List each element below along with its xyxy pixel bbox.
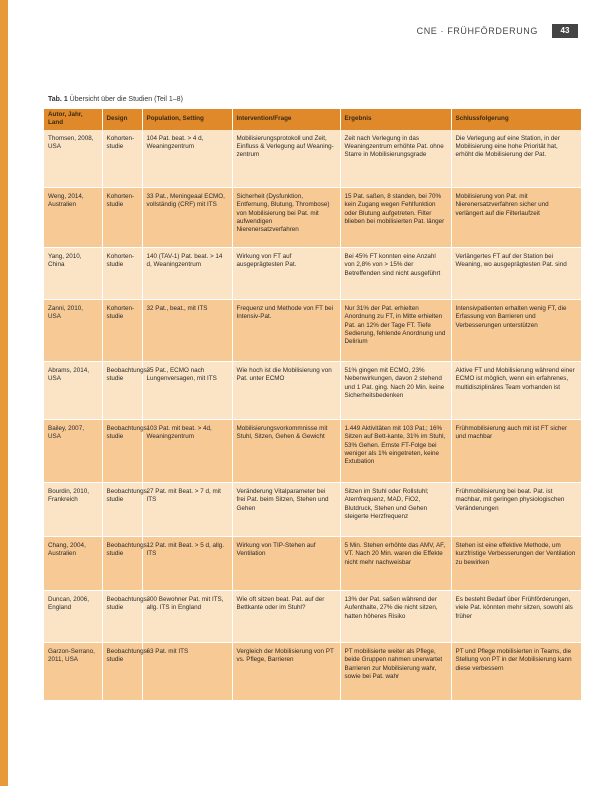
table-cell: Wirkung von TIP-Stehen auf Ventilation <box>232 537 340 591</box>
table-cell: 104 Pat. beat. > 4 d, Weaningzentrum <box>142 130 232 188</box>
table-cell: 63 Pat. mit ITS <box>142 643 232 701</box>
table-cell: 103 Pat. mit beat. > 4d, Weaningzentrum <box>142 420 232 483</box>
table-cell: Weng, 2014, Australien <box>44 188 102 248</box>
table-cell: Kohorten-studie <box>102 188 142 248</box>
table-row <box>44 537 581 591</box>
table-cell: 15 Pat. saßen, 8 standen, bei 70% kein Zugang wegen Fehlfunktion oder Blutung aufgetreten. Filter blieben bei mobilisierten Pat. länger <box>340 188 451 248</box>
table-cell: 33 Pat., Meningeaal ECMO, vollständig (CRF) mit ITS <box>142 188 232 248</box>
table-cell: Wirkung von FT auf ausgeprägtesten Pat. <box>232 248 340 300</box>
table-cell: Stehen ist eine effektive Methode, um kurzfristige Verbesserungen der Ventilation zu bewirken <box>451 537 581 591</box>
running-title: CNE · FRÜHFÖRDERUNG <box>416 26 538 36</box>
table-cell: Frühmobilisierung auch mit ist FT sicher und machbar <box>451 420 581 483</box>
table-cell: Kohorten-studie <box>102 130 142 188</box>
table-cell: Beobachtungs-studie <box>102 537 142 591</box>
table-cell: Thomsen, 2008, USA <box>44 130 102 188</box>
table-cell: Duncan, 2006, England <box>44 591 102 643</box>
table-row <box>44 591 581 643</box>
table-cell: 5 Min. Stehen erhöhte das AMV, AF, VT. Nach 20 Min. waren die Effekte nicht mehr nachweisbar <box>340 537 451 591</box>
table-cell: Mobilisierung von Pat. mit Nierenersatzverfahren sicher und verlängert auf die Filterlaufzeit <box>451 188 581 248</box>
table-cell: 32 Pat., beat., mit ITS <box>142 300 232 362</box>
table-cell: Es besteht Bedarf über Frühförderungen, viele Pat. könnten mehr sitzen, sowohl als früher <box>451 591 581 643</box>
table-row <box>44 362 581 420</box>
table-cell: Die Verlegung auf eine Station, in der Mobilisierung eine hohe Priorität hat, erhöht die Mobilisierung der Pat. <box>451 130 581 188</box>
table-cell: Zanni, 2010, USA <box>44 300 102 362</box>
studies-table <box>44 109 582 701</box>
table-row <box>44 483 581 537</box>
table-cell: Veränderung Vitalparameter bei frei Pat. beim Sitzen, Stehen und Gehen <box>232 483 340 537</box>
table-cell: Yang, 2010, China <box>44 248 102 300</box>
table-caption-text: Übersicht über die Studien (Teil 1–8) <box>69 96 183 103</box>
table-cell: Beobachtungs-studie <box>102 591 142 643</box>
table-cell: Beobachtungs-studie <box>102 362 142 420</box>
table-cell: PT mobilisierte weiter als Pflege, beide Gruppen nahmen unerwartet Barrieren zur Mobilisierung wahr, sowie bei Pat. wahr <box>340 643 451 701</box>
table-cell: Kohorten-studie <box>102 300 142 362</box>
table-cell: Kohorten-studie <box>102 248 142 300</box>
table-cell: Sitzen im Stuhl oder Rollstuhl; Atemfrequenz, MAD, FiO2, Blutdruck, Stehen und Gehen steigerte Herzfrequenz <box>340 483 451 537</box>
table-cell: Garzon-Serrano, 2011, USA <box>44 643 102 701</box>
table-row <box>44 643 581 701</box>
column-header: Intervention/Frage <box>232 109 340 130</box>
table-cell: Mobilisierungsprotokoll und Zeit, Einfluss & Verlegung auf Weaning-zentrum <box>232 130 340 188</box>
table-cell: 51% gingen mit ECMO, 23% Nebenwirkungen, davon 2 stehend und 1 Pat. ging. Nach 20 Min. keine Sicherheitsbedenken <box>340 362 451 420</box>
table-cell: Abrams, 2014, USA <box>44 362 102 420</box>
page-header <box>0 24 600 38</box>
table-cell: Nur 31% der Pat. erhielten Anordnung zu FT, in Mitte erhielten Pat. an 12% der Tage FT. Tiefe Sedierung, fehlende Anordnung und Delirium <box>340 300 451 362</box>
column-header: Autor, Jahr, Land <box>44 109 102 130</box>
table-cell: Frequenz und Methode von FT bei Intensiv-Pat. <box>232 300 340 362</box>
column-header: Design <box>102 109 142 130</box>
table-header-row <box>44 109 581 130</box>
column-header: Population, Setting <box>142 109 232 130</box>
table-cell: Frühmobilisierung bei beat. Pat. ist machbar, mit geringen physiologischen Veränderungen <box>451 483 581 537</box>
table-cell: 13% der Pat. saßen während der Aufenthalte, 27% die nicht sitzen, hatten höheres Risiko <box>340 591 451 643</box>
table-cell: 35 Pat., ECMO nach Lungenversagen, mit ITS <box>142 362 232 420</box>
table-cell: 1.449 Aktivitäten mit 103 Pat.; 16% Sitzen auf Bett-kante, 31% im Stuhl, 53% Gehen. Ernste FT-Folge bei weniger als 1% eingetreten, keine Extubation <box>340 420 451 483</box>
table-cell: 12 Pat. mit Beat. > 5 d, allg. ITS <box>142 537 232 591</box>
table-cell: Vergleich der Mobilisierung von PT vs. Pflege, Barrieren <box>232 643 340 701</box>
table-cell: 140 (TAV-1) Pat. beat. > 14 d, Weaningzentrum <box>142 248 232 300</box>
column-header: Ergebnis <box>340 109 451 130</box>
table-cell: 27 Pat. mit Beat. > 7 d, mit ITS <box>142 483 232 537</box>
table-cell: Sicherheit (Dysfunktion, Entfernung, Blutung, Thrombose) von Mobilisierung bei Pat. mit aufwendigen Nierenersatzverfahren <box>232 188 340 248</box>
table-cell: Wie oft sitzen beat. Pat. auf der Bettkante oder im Stuhl? <box>232 591 340 643</box>
table-cell: Intensivpatienten erhalten wenig FT, die Erfassung von Barrieren und Verbesserungen unterstützen <box>451 300 581 362</box>
table-cell: Bourdin, 2010, Frankreich <box>44 483 102 537</box>
table-cell: Mobilisierungsvorkommnisse mit Stuhl, Sitzen, Gehen & Gewicht <box>232 420 340 483</box>
table-cell: Aktive FT und Mobilisierung während einer ECMO ist möglich, wenn ein erfahrenes, multidisziplinäres Team vorhanden ist <box>451 362 581 420</box>
table-cell: Beobachtungs-studie <box>102 643 142 701</box>
table-row <box>44 420 581 483</box>
table-row <box>44 130 581 188</box>
table-row <box>44 248 581 300</box>
table-cell: Bailey, 2007, USA <box>44 420 102 483</box>
table-cell: Chang, 2004, Australien <box>44 537 102 591</box>
table-row <box>44 188 581 248</box>
page-number: 43 <box>552 24 578 38</box>
table-row <box>44 300 581 362</box>
table-cell: PT und Pflege mobilisierten in Teams, die Stellung von PT in der Mobilisierung kann diese verbessern <box>451 643 581 701</box>
left-color-strip <box>0 0 8 786</box>
table-caption-label: Tab. 1 <box>48 96 68 103</box>
table-cell: Beobachtungs-studie <box>102 420 142 483</box>
table-cell: Beobachtungs-studie <box>102 483 142 537</box>
table-cell: Verlängertes FT auf der Station bei Weaning, wo ausgeprägtesten Pat. sind <box>451 248 581 300</box>
column-header: Schlussfolgerung <box>451 109 581 130</box>
table-caption <box>48 96 183 103</box>
table-cell: Zeit nach Verlegung in das Weaningzentrum erhöhte Pat. ohne Starre in Mobilisierungsgrade <box>340 130 451 188</box>
table-cell: Bei 45% FT konnten eine Anzahl von 2,8% von > 15% der Betreffenden sind nicht ausgeführt <box>340 248 451 300</box>
table-cell: 300 Bewohner Pat. mit ITS, allg. ITS in England <box>142 591 232 643</box>
table-cell: Wie hoch ist die Mobilisierung von Pat. unter ECMO <box>232 362 340 420</box>
